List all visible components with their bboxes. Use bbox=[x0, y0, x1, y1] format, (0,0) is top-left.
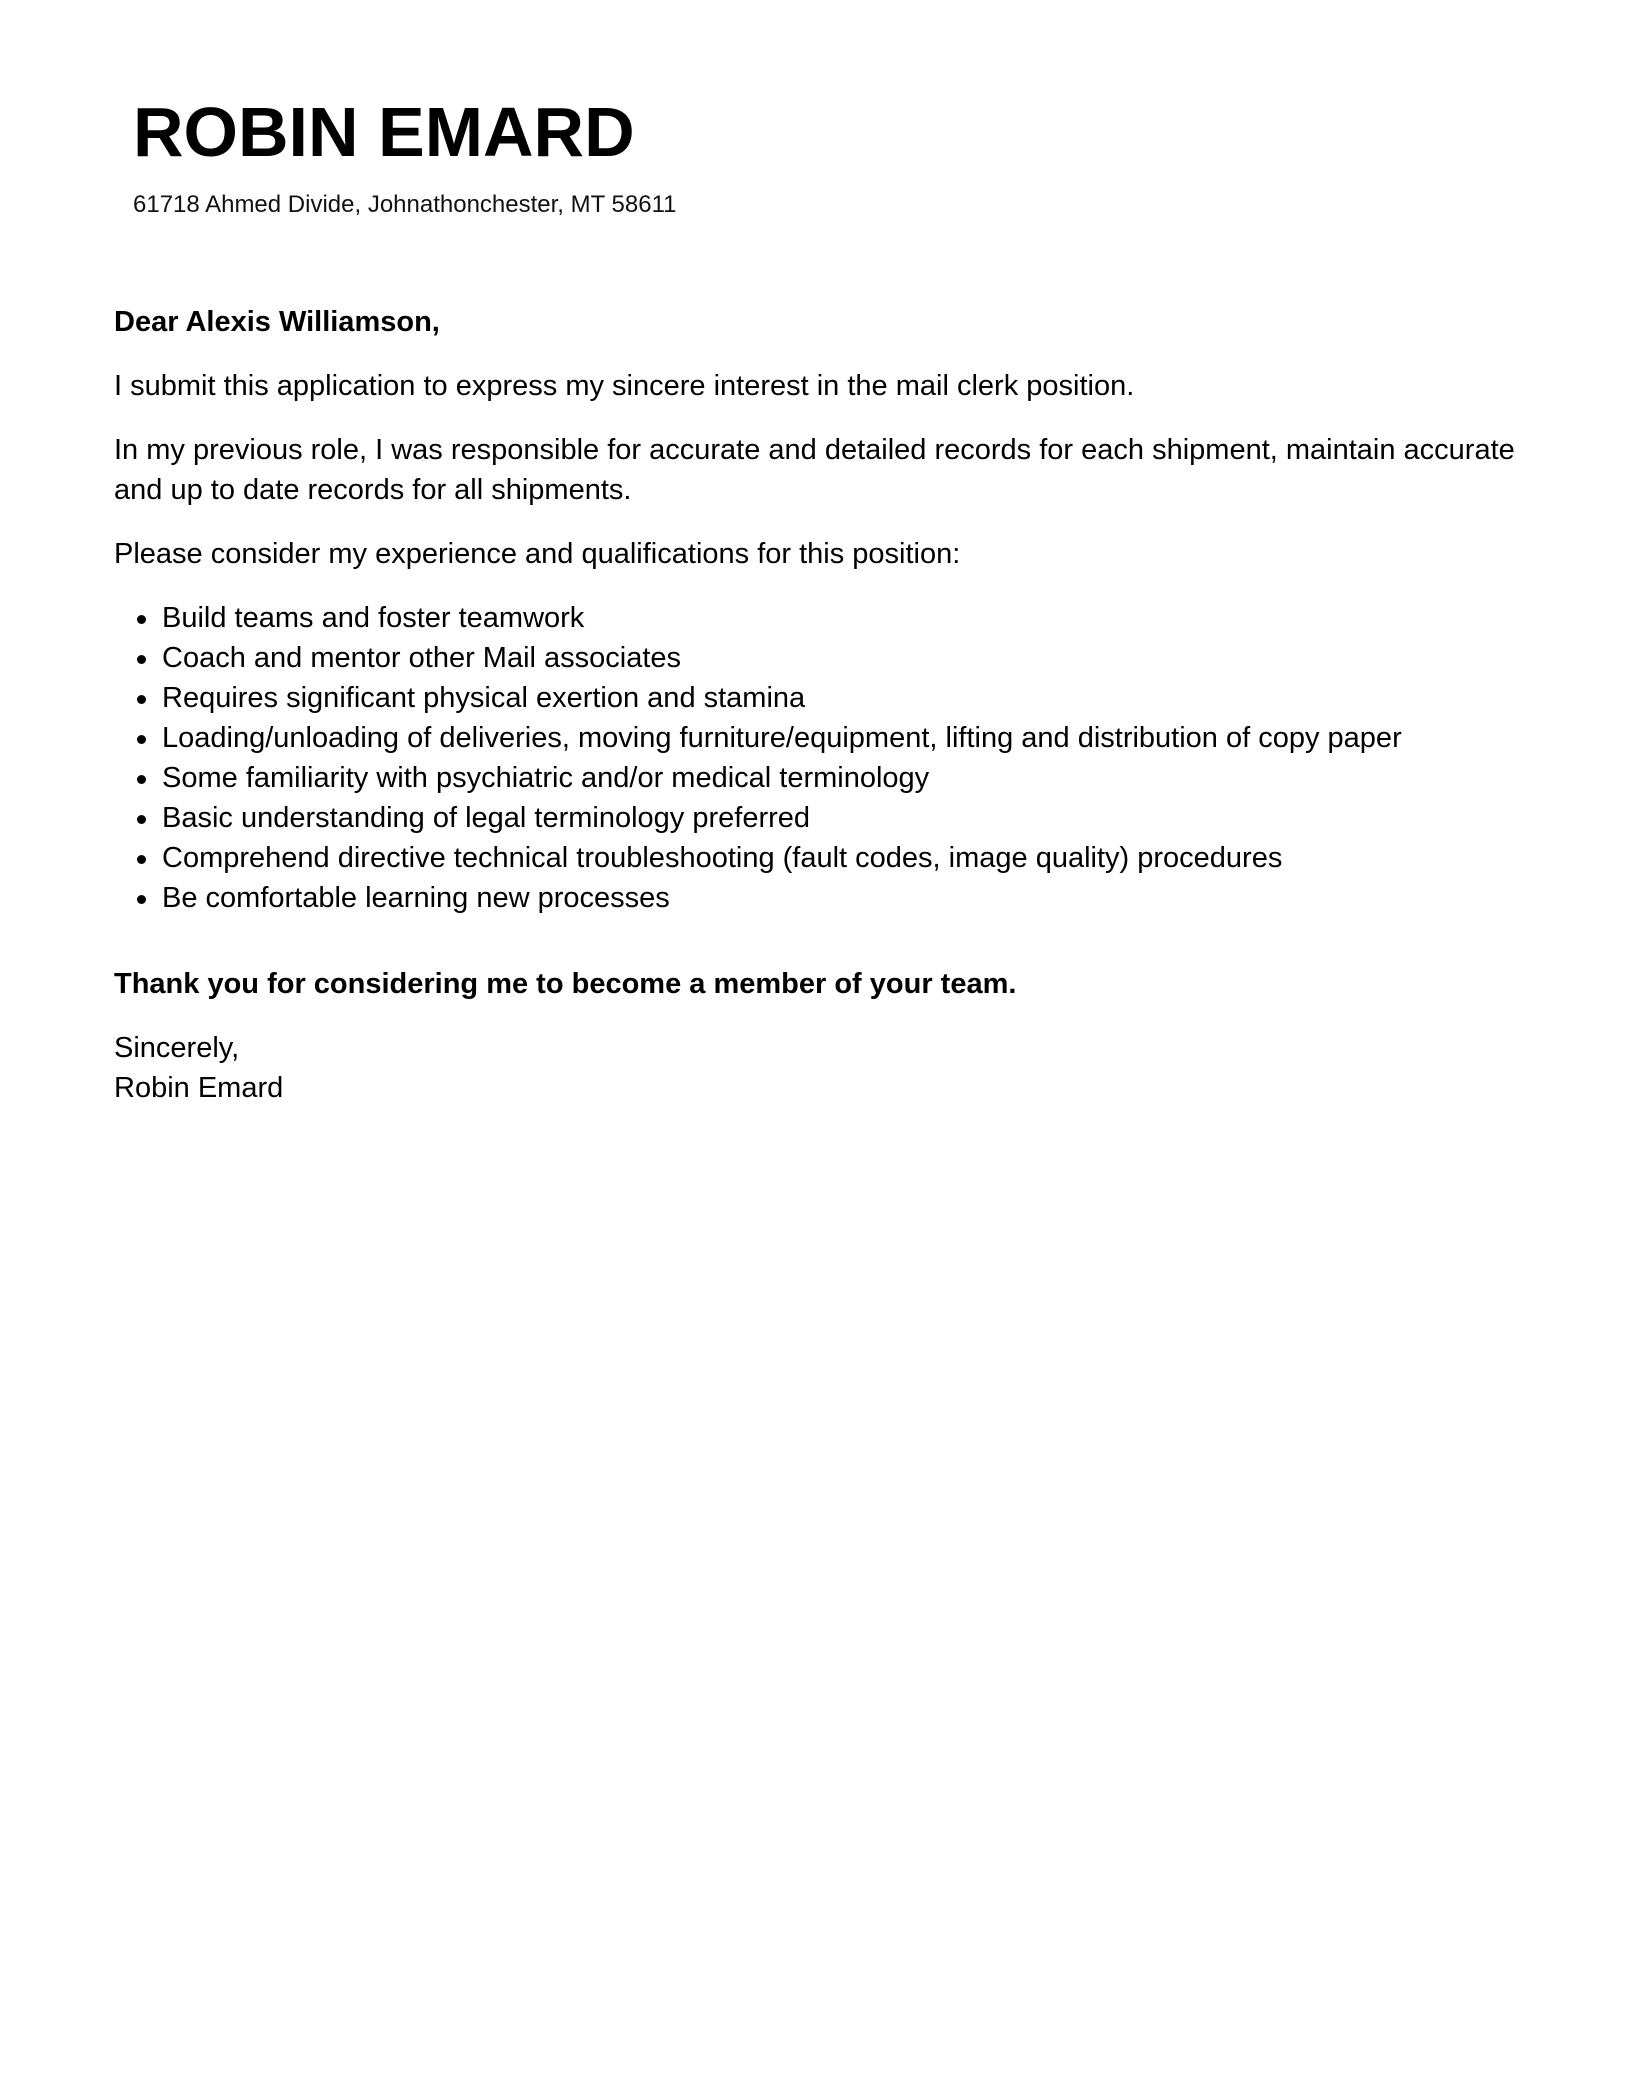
list-item bbox=[162, 678, 1534, 718]
list-item bbox=[162, 838, 1534, 878]
bullet-icon bbox=[137, 735, 146, 744]
bullet-icon bbox=[137, 775, 146, 784]
qualification-text: Coach and mentor other Mail associates bbox=[162, 642, 682, 674]
letter-body bbox=[114, 302, 1534, 1108]
list-item bbox=[162, 878, 1534, 918]
signoff bbox=[114, 1028, 1534, 1108]
qualification-text: Build teams and foster teamwork bbox=[162, 602, 585, 634]
qualification-text: Requires significant physical exertion and stamina bbox=[162, 682, 806, 714]
bullet-icon bbox=[137, 615, 146, 624]
list-item bbox=[162, 638, 1534, 678]
qualification-text: Some familiarity with psychiatric and/or medical terminology bbox=[162, 762, 930, 794]
applicant-name: ROBIN EMARD bbox=[133, 93, 635, 171]
letter-header bbox=[133, 92, 1513, 220]
closing-statement: Thank you for considering me to become a member of your team. bbox=[114, 968, 1017, 1000]
qualifications-intro: Please consider my experience and qualifications for this position: bbox=[114, 538, 961, 570]
intro-paragraph: I submit this application to express my sincere interest in the mail clerk position. bbox=[114, 370, 1135, 402]
bullet-icon bbox=[137, 695, 146, 704]
list-item bbox=[162, 718, 1534, 758]
qualification-text: Basic understanding of legal terminology preferred bbox=[162, 802, 811, 834]
qualification-text: Comprehend directive technical troubleshooting (fault codes, image quality) procedures bbox=[162, 842, 1283, 874]
salutation: Dear Alexis Williamson, bbox=[114, 306, 440, 338]
bullet-icon bbox=[137, 895, 146, 904]
bullet-icon bbox=[137, 855, 146, 864]
experience-paragraph: In my previous role, I was responsible for accurate and detailed records for each shipment, maintain accurate and up to date records for all shipments. bbox=[114, 434, 1515, 506]
qualification-text: Be comfortable learning new processes bbox=[162, 882, 670, 914]
list-item bbox=[162, 798, 1534, 838]
bullet-icon bbox=[137, 655, 146, 664]
valediction: Sincerely, bbox=[114, 1032, 240, 1064]
qualification-text: Loading/unloading of deliveries, moving furniture/equipment, lifting and distribution of copy paper bbox=[162, 722, 1402, 754]
qualifications-list bbox=[114, 598, 1534, 918]
list-item bbox=[162, 758, 1534, 798]
list-item bbox=[162, 598, 1534, 638]
bullet-icon bbox=[137, 815, 146, 824]
signature-name: Robin Emard bbox=[114, 1072, 284, 1104]
applicant-address: 61718 Ahmed Divide, Johnathonchester, MT 58611 bbox=[133, 191, 677, 218]
